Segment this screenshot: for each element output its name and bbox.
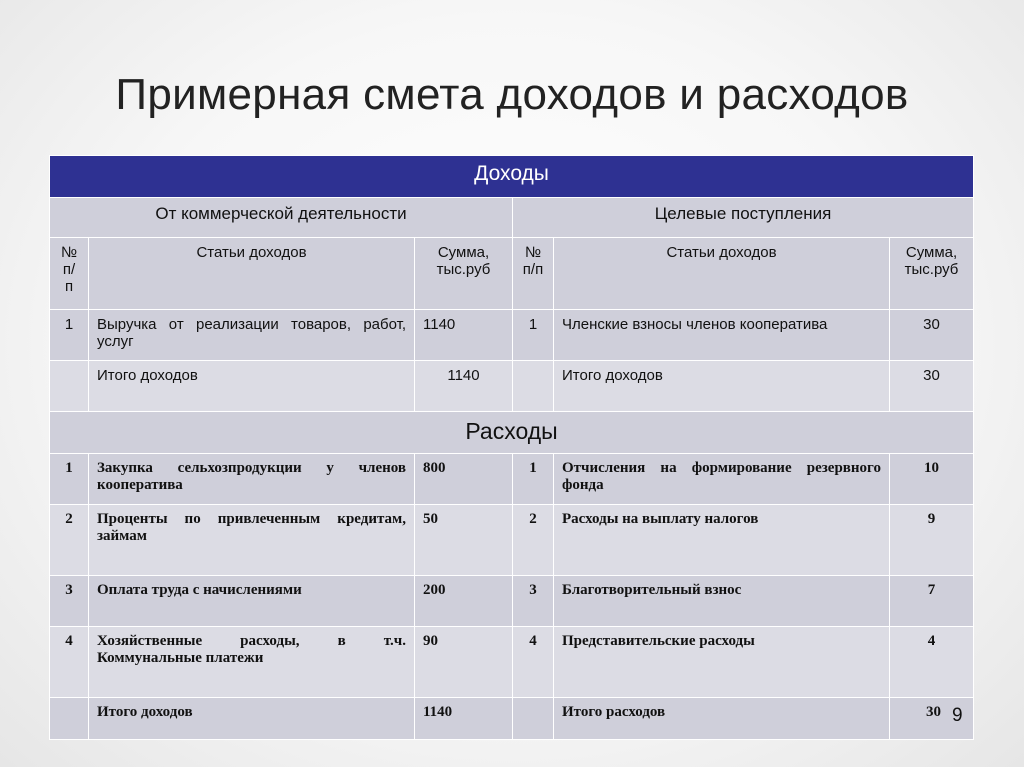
expense-row (50, 627, 974, 698)
total-sum: 30 (890, 361, 974, 412)
commercial-label: От коммерческой деятельности (50, 198, 513, 238)
income-groups-row (50, 198, 974, 238)
income-heading: Доходы (50, 156, 974, 198)
row-item: Выручка от реализации товаров, работ, услуг (89, 310, 415, 361)
row-item: Закупка сельхозпродукции у членов кооператива (89, 454, 415, 505)
row-sum: 200 (415, 576, 513, 627)
empty-cell (513, 361, 554, 412)
row-sum: 90 (415, 627, 513, 698)
row-sum: 7 (890, 576, 974, 627)
row-number: 4 (513, 627, 554, 698)
row-sum: 800 (415, 454, 513, 505)
row-number: 1 (513, 454, 554, 505)
expense-row (50, 454, 974, 505)
row-sum: 1140 (415, 310, 513, 361)
row-item: Оплата труда с начислениями (89, 576, 415, 627)
income-total-row (50, 361, 974, 412)
empty-cell (50, 361, 89, 412)
budget-table (49, 155, 974, 740)
row-sum: 10 (890, 454, 974, 505)
row-number: 2 (513, 505, 554, 576)
total-sum: 1140 (415, 361, 513, 412)
income-row (50, 310, 974, 361)
row-item: Расходы на выплату налогов (554, 505, 890, 576)
row-sum: 9 (890, 505, 974, 576)
total-label: Итого доходов (89, 698, 415, 740)
row-number: 4 (50, 627, 89, 698)
row-item: Членские взносы членов кооператива (554, 310, 890, 361)
row-number: 3 (513, 576, 554, 627)
header-sum-left: Сумма, тыс.руб (415, 238, 513, 310)
page-number: 9 (952, 705, 963, 726)
page-title: Примерная смета доходов и расходов (115, 70, 909, 119)
empty-cell (50, 698, 89, 740)
expenses-total-row (50, 698, 974, 740)
row-number: 1 (50, 310, 89, 361)
income-column-headers (50, 238, 974, 310)
income-heading-row (50, 156, 974, 198)
row-item: Благотворительный взнос (554, 576, 890, 627)
expense-row (50, 505, 974, 576)
expenses-heading: Расходы (50, 412, 974, 454)
row-number: 1 (50, 454, 89, 505)
total-sum: 1140 (415, 698, 513, 740)
empty-cell (513, 698, 554, 740)
row-item: Хозяйственные расходы, в т.ч. Коммунальные платежи (89, 627, 415, 698)
header-items-right: Статьи доходов (554, 238, 890, 310)
total-label: Итого расходов (554, 698, 890, 740)
target-label: Целевые поступления (513, 198, 974, 238)
row-number: 2 (50, 505, 89, 576)
row-number: 1 (513, 310, 554, 361)
header-num-left: № п/ п (50, 238, 89, 310)
row-number: 3 (50, 576, 89, 627)
row-sum: 30 (890, 310, 974, 361)
row-item: Отчисления на формирование резервного фонда (554, 454, 890, 505)
total-sum: 30 (890, 698, 974, 740)
expenses-heading-row (50, 412, 974, 454)
row-sum: 4 (890, 627, 974, 698)
row-sum: 50 (415, 505, 513, 576)
total-label: Итого доходов (89, 361, 415, 412)
header-items-left: Статьи доходов (89, 238, 415, 310)
row-item: Представительские расходы (554, 627, 890, 698)
header-sum-right: Сумма, тыс.руб (890, 238, 974, 310)
expense-row (50, 576, 974, 627)
header-num-right: № п/п (513, 238, 554, 310)
total-label: Итого доходов (554, 361, 890, 412)
row-item: Проценты по привлеченным кредитам, займам (89, 505, 415, 576)
